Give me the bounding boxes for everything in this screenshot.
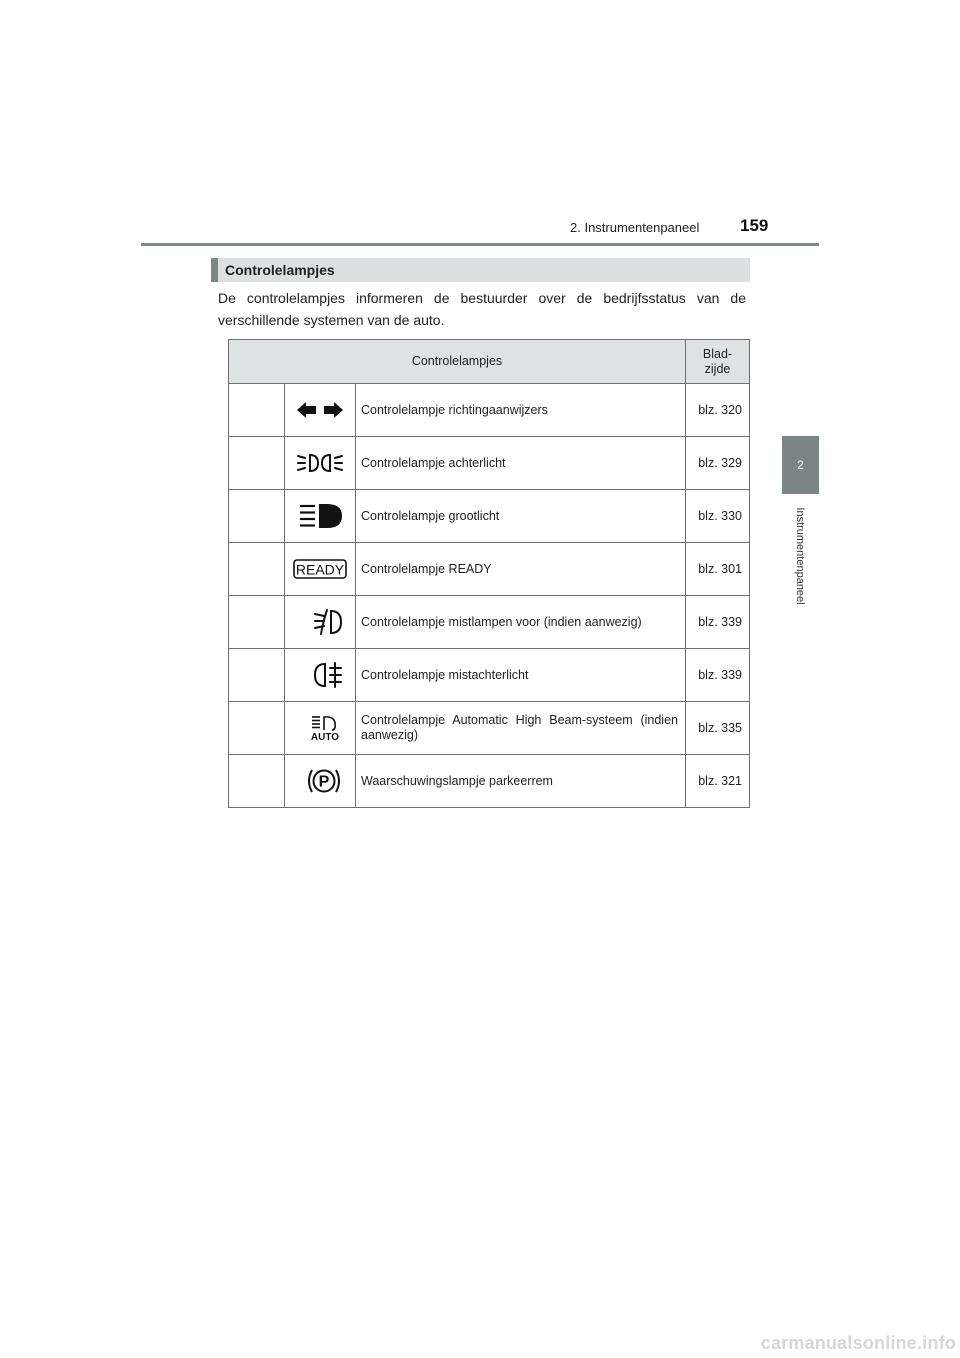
tail-light-icon [297, 452, 343, 474]
front-fog-light-icon [313, 609, 343, 635]
indicator-table [228, 339, 750, 808]
table-row [229, 702, 750, 755]
row-description: Controlelampje richtingaanwijzers [356, 384, 686, 437]
row-description: Controlelampje mistlampen voor (indien aanwezig) [356, 596, 686, 649]
row-description: Controlelampje mistachterlicht [356, 649, 686, 702]
blank-cell [229, 384, 285, 437]
chapter-tab-label: Instrumentenpaneel [794, 507, 806, 605]
header-page-line1: Blad- [702, 346, 733, 361]
table-row [229, 490, 750, 543]
svg-text:READY: READY [295, 561, 345, 578]
blank-cell [229, 702, 285, 755]
rear-fog-light-icon [313, 662, 343, 688]
blank-cell [229, 543, 285, 596]
row-page-ref[interactable]: blz. 329 [686, 437, 750, 490]
row-page-ref[interactable]: blz. 301 [686, 543, 750, 596]
header-indicator: Controlelampjes [229, 340, 686, 384]
table-row [229, 384, 750, 437]
row-page-ref[interactable]: blz. 335 [686, 702, 750, 755]
ready-indicator-icon [293, 559, 347, 579]
row-page-ref[interactable]: blz. 320 [686, 384, 750, 437]
blank-cell [229, 596, 285, 649]
table-row [229, 649, 750, 702]
chapter-tab[interactable] [782, 436, 819, 494]
svg-text:P: P [318, 773, 330, 791]
blank-cell [229, 490, 285, 543]
chapter-title: 2. Instrumentenpaneel [570, 220, 700, 235]
parking-brake-icon [305, 766, 343, 796]
table-row [229, 437, 750, 490]
page-number: 159 [740, 216, 769, 235]
row-description: Controlelampje Automatic High Beam-systeem (indien aanwezig) [356, 702, 686, 755]
blank-cell [229, 755, 285, 808]
table-row [229, 543, 750, 596]
blank-cell [229, 649, 285, 702]
row-page-ref[interactable]: blz. 339 [686, 649, 750, 702]
row-description: Waarschuwingslampje parkeerrem [356, 755, 686, 808]
row-page-ref[interactable]: blz. 321 [686, 755, 750, 808]
row-page-ref[interactable]: blz. 330 [686, 490, 750, 543]
row-description: Controlelampje achterlicht [356, 437, 686, 490]
header-page-line2: zijde [704, 361, 731, 376]
chapter-tab-number: 2 [797, 458, 804, 472]
header-page [686, 340, 750, 384]
high-beam-icon [299, 503, 343, 529]
turn-signal-arrows-icon [297, 401, 343, 419]
svg-text:AUTO: AUTO [310, 732, 340, 741]
table-header-row [229, 340, 750, 384]
auto-high-beam-icon [307, 715, 343, 741]
row-description: Controlelampje READY [356, 543, 686, 596]
watermark: carmanualsonline.info [760, 1333, 956, 1353]
row-description: Controlelampje grootlicht [356, 490, 686, 543]
section-title: Controlelampjes [225, 262, 335, 278]
section-heading [211, 258, 750, 282]
blank-cell [229, 437, 285, 490]
table-row [229, 755, 750, 808]
header-rule [141, 243, 819, 246]
intro-paragraph: De controlelampjes informeren de bestuurder over de bedrijfsstatus van de verschillende systemen van de auto. [218, 290, 746, 328]
row-page-ref[interactable]: blz. 339 [686, 596, 750, 649]
table-row [229, 596, 750, 649]
